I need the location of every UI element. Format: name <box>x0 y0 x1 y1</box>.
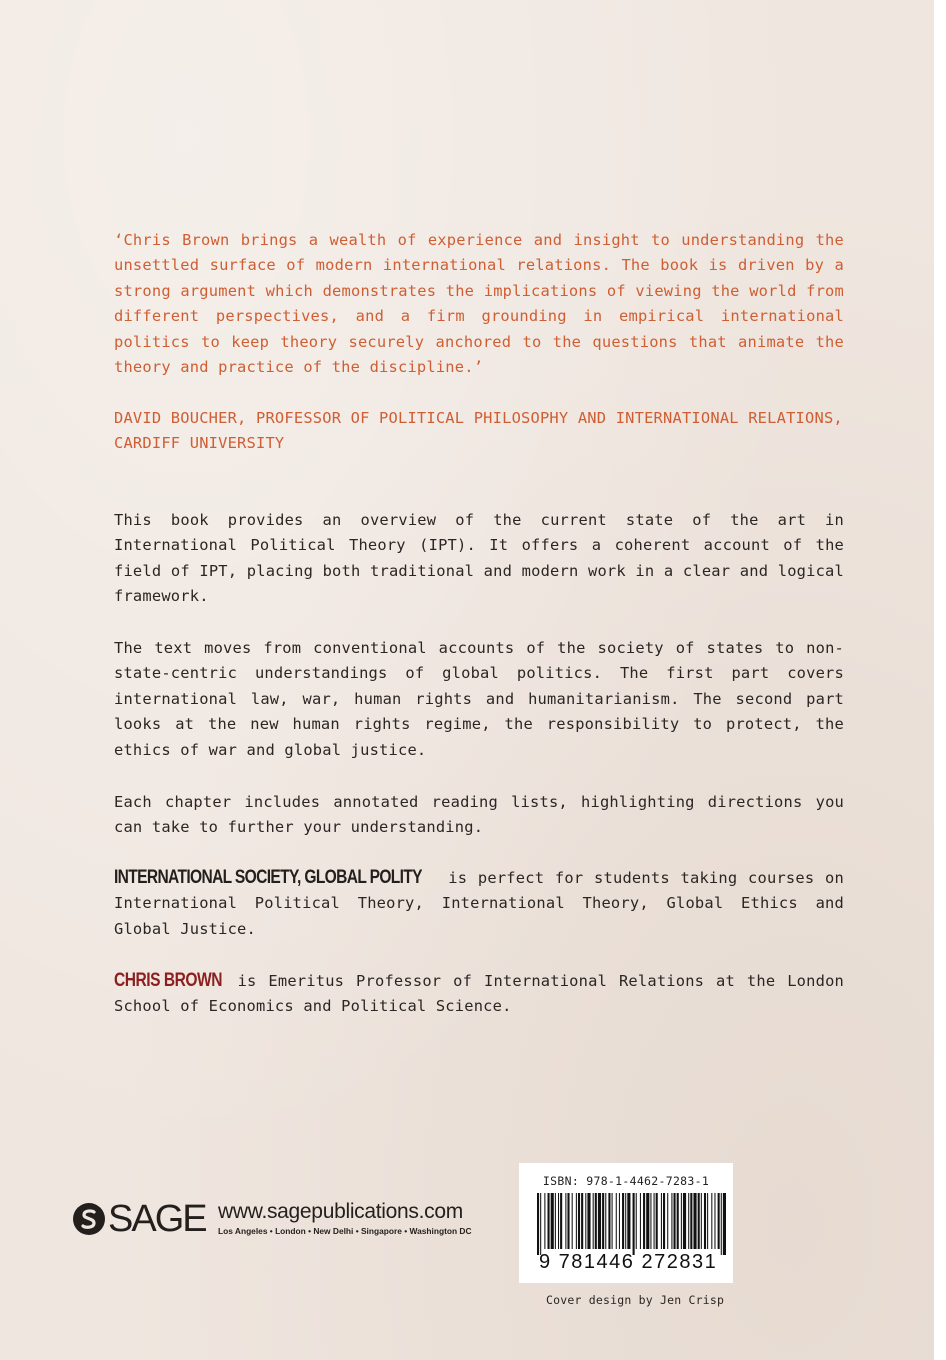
barcode-stripe <box>674 1193 676 1249</box>
author-bio-text: is Emeritus Professor of International Relations at the London School of Economics and Political Science. <box>114 972 844 1016</box>
barcode-stripe <box>650 1193 651 1249</box>
barcode-stripe <box>656 1193 658 1249</box>
barcode-stripe <box>671 1193 672 1249</box>
barcode-stripe <box>625 1193 626 1249</box>
barcode-stripe <box>663 1193 665 1249</box>
author-name: CHRIS BROWN <box>114 970 222 991</box>
barcode-stripe <box>711 1193 712 1249</box>
barcode-stripe <box>608 1193 610 1249</box>
barcode-stripe <box>667 1193 668 1249</box>
barcode-stripe <box>602 1193 604 1249</box>
barcode-stripe <box>560 1193 562 1249</box>
book-title: INTERNATIONAL SOCIETY, GLOBAL POLITY <box>114 867 422 888</box>
barcode-stripe <box>721 1193 722 1255</box>
barcode-stripe <box>690 1193 692 1249</box>
barcode-stripe <box>558 1193 559 1249</box>
barcode-stripe <box>704 1193 706 1249</box>
publisher-block <box>72 1200 502 1248</box>
barcode-stripe <box>567 1193 569 1249</box>
audience-text: is perfect for students taking courses on International Political Theory, International Theory, Global Ethics and Global Justice. <box>114 869 844 938</box>
barcode-stripe <box>681 1193 682 1249</box>
barcode-stripe <box>627 1193 630 1249</box>
publisher-url[interactable]: www.sagepublications.com <box>218 1200 463 1223</box>
barcode-stripe <box>661 1193 662 1249</box>
barcode-stripe <box>616 1193 617 1249</box>
barcode-stripe <box>619 1193 620 1249</box>
endorsement-attribution: DAVID BOUCHER, PROFESSOR OF POLITICAL PHILOSOPHY AND INTERNATIONAL RELATIONS, CARDIFF UNIVERSITY <box>114 409 843 453</box>
barcode-stripe <box>688 1193 689 1249</box>
barcode-stripe <box>646 1193 649 1249</box>
barcode-stripe <box>537 1193 539 1255</box>
barcode-digits: 9 781446 272831 <box>539 1251 718 1273</box>
barcode-stripe <box>585 1193 586 1249</box>
cover-design-credit: Cover design by Jen Crisp <box>546 1293 725 1307</box>
barcode-stripe <box>701 1193 702 1249</box>
barcode-stripe <box>677 1193 679 1249</box>
barcode-stripe <box>698 1193 700 1249</box>
barcode-stripe <box>578 1193 580 1249</box>
barcode-stripe <box>544 1193 545 1249</box>
description-paragraph-3: Each chapter includes annotated reading lists, highlighting directions you can take to further your understanding. <box>114 793 844 837</box>
barcode-stripe <box>587 1193 590 1249</box>
barcode-stripe <box>643 1193 645 1249</box>
isbn-label: ISBN: 978-1-4462-7283-1 <box>542 1174 710 1188</box>
barcode-bars <box>537 1193 727 1255</box>
barcode-stripe <box>572 1193 573 1249</box>
barcode-stripe <box>636 1193 637 1249</box>
audience-paragraph <box>114 865 844 942</box>
publisher-cities: Los Angeles • London • New Delhi • Singapore • Washington DC <box>218 1226 472 1236</box>
barcode-stripe <box>612 1193 613 1249</box>
barcode-stripe <box>576 1193 577 1249</box>
sage-s-icon <box>72 1202 106 1236</box>
barcode-stripe <box>581 1193 583 1249</box>
barcode-stripe <box>555 1193 556 1249</box>
barcode-stripe <box>723 1193 726 1255</box>
barcode-stripe <box>654 1193 655 1249</box>
barcode-stripe <box>640 1193 641 1249</box>
isbn-barcode <box>519 1163 733 1283</box>
description-paragraph-2: The text moves from conventional accounts of the society of states to non-state-centric understandings of global politics. The first part covers international law, war, human rights and humanitarianism. The second part looks at the new human rights regime, the responsibility to protect, the ethics of war and global justice. <box>114 639 844 759</box>
barcode-stripe <box>598 1193 601 1249</box>
author-bio-paragraph <box>114 968 844 1020</box>
barcode-stripe <box>622 1193 624 1249</box>
barcode-stripe <box>565 1193 566 1249</box>
barcode-stripe <box>605 1193 606 1249</box>
barcode-stripe <box>718 1193 720 1249</box>
barcode-stripe <box>707 1193 708 1249</box>
barcode-stripe <box>548 1193 550 1249</box>
barcode-stripe <box>593 1193 594 1249</box>
barcode-stripe <box>540 1193 541 1255</box>
barcode-stripe <box>633 1193 635 1255</box>
barcode-stripe <box>595 1193 597 1249</box>
barcode-stripe <box>714 1193 715 1249</box>
barcode-stripe <box>693 1193 696 1249</box>
description-paragraph-1: This book provides an overview of the current state of the art in International Political Theory (IPT). It offers a coherent account of the field of IPT, placing both traditional and modern work in a clear and logical framework. <box>114 511 844 606</box>
barcode-stripe <box>683 1193 686 1249</box>
publisher-name: SAGE <box>108 1198 206 1240</box>
barcode-stripe <box>551 1193 554 1249</box>
endorsement-quote: ‘Chris Brown brings a wealth of experience and insight to understanding the unsettled surface of modern international relations. The book is driven by a strong argument which demonstrates the implications of viewing the world from different perspectives, and a firm grounding in empirical international politics to keep theory securely anchored to the questions that animate the theory and practice of the discipline.’ <box>114 231 844 377</box>
